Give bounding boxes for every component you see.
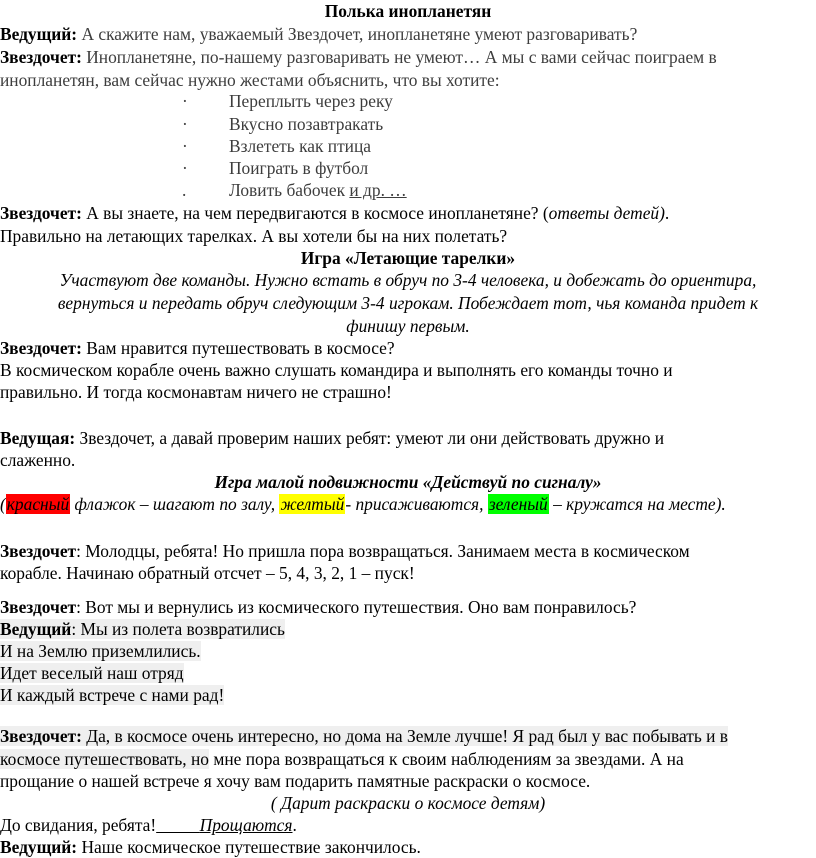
speech-text: Инопланетяне, по-нашему разговаривать не умеют… А мы с вами сейчас поиграем в [81, 47, 717, 67]
poem-text: Идет веселый наш отряд [0, 663, 184, 683]
paragraph-line: правильно. И тогда космонавтам ничего не страшно! [0, 382, 392, 402]
speaker-label: Звездочет: [0, 203, 82, 223]
paragraph-stargazer-travel [0, 337, 816, 359]
poem-text: : Мы из полета возвратились [71, 619, 285, 639]
game-description-line1: Участвуют две команды. Нужно встать в обруч по 3-4 человека, и добежать до ориентира, [59, 270, 757, 290]
game-title: Игра малой подвижности «Действуй по сигналу» [214, 472, 602, 492]
document-title: Полька инопланетян [324, 1, 492, 21]
poem-line [0, 684, 816, 706]
speaker-label: Ведущий: [0, 837, 78, 857]
paragraph-stargazer-line2: инопланетян, вам сейчас нужно жестами объяснить, что вы хотите: [0, 70, 500, 90]
paren-open: ( [0, 494, 6, 514]
paragraph-line: корабле. Начинаю обратный отсчет – 5, 4, 3, 2, 1 – пуск! [0, 563, 415, 583]
paragraph-host-question [0, 23, 816, 45]
speaker-label: Звездочет: [0, 47, 82, 67]
game-description-line2: вернуться и передать обруч следующим 3-4 игрокам. Побеждает тот, чья команда придет к [57, 293, 759, 313]
bullet-text: Переплыть через реку [229, 91, 393, 111]
speech-text: Да, в космосе очень интересно, но дома на Земле лучше! Я рад был у вас побывать и в [81, 726, 728, 746]
green-flag-highlight: зеленый [488, 494, 548, 514]
rule-text: - присаживаются, [345, 494, 488, 514]
speech-text: А скажите нам, уважаемый Звездочет, инопланетяне умеют разговаривать? [77, 24, 638, 44]
paragraph-stargazer-line1 [0, 46, 816, 68]
speech-italic: ответы детей) [548, 203, 665, 223]
speaker-label: Ведущая: [0, 428, 76, 448]
bullet-text: Поиграть в футбол [229, 158, 369, 178]
speech-text: : Вот мы и вернулись из космического путешествия. Оно вам понравилось? [76, 597, 637, 617]
bullet-marker: · [182, 114, 188, 134]
paragraph-stargazer-answer: Правильно на летающих тарелках. А вы хотели бы на них полетать? [0, 226, 508, 246]
game-title: Игра «Летающие тарелки» [300, 248, 516, 268]
goodbye-end: . [292, 815, 297, 835]
bullet-marker: · [182, 136, 188, 156]
speech-text: Наше космическое путешествие закончилось. [77, 837, 421, 857]
paragraph-final [0, 836, 816, 858]
speaker-label: Звездочет [0, 597, 77, 617]
paragraph-line: прощание о нашей встрече я хочу вам подарить памятные раскраски о космосе. [0, 771, 591, 791]
bullet-marker: · [182, 91, 188, 111]
speech-end: . [664, 203, 670, 223]
bullet-marker: · [182, 158, 188, 178]
bullet-text: Вкусно позавтракать [229, 114, 384, 134]
poem-text: И каждый встрече с нами рад! [0, 685, 225, 705]
bullet-text-wrap [229, 179, 407, 201]
poem-line [0, 618, 816, 640]
shaded-span [0, 726, 728, 746]
speaker-label: Звездочет: [0, 726, 82, 746]
game-rules [0, 493, 816, 515]
bullet-text: Ловить бабочек [229, 180, 350, 200]
paragraph-line: В космическом корабле очень важно слушать командира и выполнять его команды точно и [0, 360, 673, 380]
poem-line [0, 640, 816, 662]
game-description-line3: финишу первым. [346, 316, 470, 336]
speech-text: Вам нравится путешествовать в космосе? [81, 338, 395, 358]
paragraph-stargazer-return [0, 596, 816, 618]
paragraph-line: слаженно. [0, 450, 76, 470]
goodbye-line [0, 814, 816, 836]
yellow-flag-highlight: желтый [280, 494, 345, 514]
paragraph-hostess [0, 427, 816, 449]
stage-direction-inline: Прощаются [199, 815, 293, 835]
speaker-label: Ведущий [0, 619, 72, 639]
speaker-label: Звездочет: [0, 338, 82, 358]
stage-direction: ( Дарит раскраски о космосе детям) [270, 793, 546, 813]
paragraph-stargazer-farewell [0, 725, 816, 747]
red-flag-highlight: красный [6, 494, 70, 514]
paragraph-stargazer-question [0, 202, 816, 224]
underline-gap [156, 815, 199, 835]
speaker-label: Ведущий: [0, 24, 78, 44]
speech-text: мне пора возвращаться к своим наблюдениям за звездами. А на [209, 749, 684, 769]
poem-line [0, 662, 816, 684]
speech-text: : Молодцы, ребята! Но пришла пора возвращаться. Занимаем места в космическом [76, 541, 690, 561]
bullet-marker: . [182, 180, 187, 200]
poem-text: И на Землю приземлились. [0, 641, 201, 661]
paragraph-stargazer-countdown [0, 540, 816, 562]
goodbye-text: До свидания, ребята! [0, 815, 157, 835]
speaker-label: Звездочет [0, 541, 77, 561]
bullet-text: Взлететь как птица [229, 136, 372, 156]
rule-text: – кружатся на месте). [548, 494, 726, 514]
speech-text: Звездочет, а давай проверим наших ребят: умеют ли они действовать дружно и [75, 428, 665, 448]
speech-text: А вы знаете, на чем передвигаются в космосе инопланетяне? ( [81, 203, 549, 223]
rule-text: флажок – шагают по залу, [70, 494, 280, 514]
paragraph-line [0, 748, 816, 770]
bullet-extra: и др. … [349, 180, 407, 200]
speech-text-shaded: космосе путешествовать, но [0, 749, 209, 769]
